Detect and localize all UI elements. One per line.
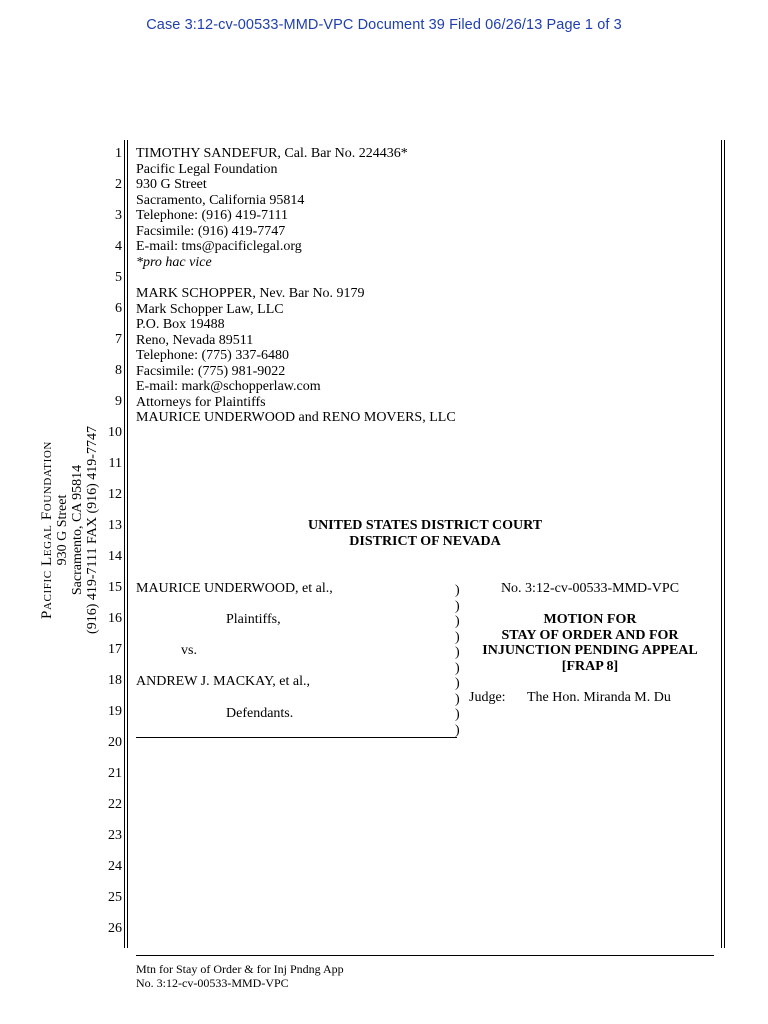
footer-rule: [136, 955, 714, 956]
line-number: 1: [115, 146, 122, 161]
line-number: 4: [115, 239, 122, 254]
line-number: 15: [108, 580, 122, 595]
counsel-address: P.O. Box 19488: [136, 317, 225, 332]
court-name: UNITED STATES DISTRICT COURT: [307, 518, 543, 533]
caption-rule: [136, 737, 457, 738]
clients: MAURICE UNDERWOOD and RENO MOVERS, LLC: [136, 410, 456, 425]
caption-plaintiff-role: Plaintiffs,: [226, 612, 281, 627]
court-district: DISTRICT OF NEVADA: [349, 533, 501, 549]
caption-defendant-role: Defendants.: [226, 706, 294, 721]
line-number: 3: [115, 208, 122, 223]
counsel-email: E-mail: tms@pacificlegal.org: [136, 239, 302, 254]
line-number: 20: [108, 735, 122, 750]
judge-label: Judge:: [469, 690, 506, 705]
left-margin-line: [124, 140, 125, 948]
line-number: 17: [108, 642, 122, 657]
pro-hac-vice-note: *pro hac vice: [136, 254, 212, 270]
line-number: 18: [108, 673, 122, 688]
line-number: 8: [115, 363, 122, 378]
line-number: 23: [108, 828, 122, 843]
counsel-firm: Pacific Legal Foundation: [136, 161, 278, 177]
line-number: 5: [115, 270, 122, 285]
case-header-stamp: Case 3:12-cv-00533-MMD-VPC Document 39 Filed 06/26/13 Page 1 of 3: [146, 17, 622, 33]
attorneys-for: Attorneys for Plaintiffs: [136, 394, 266, 410]
line-number: 12: [108, 487, 122, 502]
counsel-name: MARK SCHOPPER, Nev. Bar No. 9179: [136, 286, 365, 301]
line-number: 16: [108, 611, 122, 626]
case-number: No. 3:12-cv-00533-MMD-VPC: [500, 581, 680, 596]
footer-title: Mtn for Stay of Order & for Inj Pndng App: [136, 962, 344, 976]
line-number: 6: [115, 301, 122, 316]
motion-title-line: STAY OF ORDER AND FOR: [501, 627, 679, 643]
right-margin-line: [721, 140, 722, 948]
line-number: 13: [108, 518, 122, 533]
motion-title-line: MOTION FOR: [543, 612, 637, 627]
right-margin-line-inner: [724, 140, 725, 948]
line-number: 19: [108, 704, 122, 719]
line-number: 9: [115, 394, 122, 409]
caption-defendant: ANDREW J. MACKAY, et al.,: [136, 674, 310, 689]
counsel-city: Reno, Nevada 89511: [136, 332, 254, 348]
left-margin-line-inner: [127, 140, 128, 948]
line-number: 2: [115, 177, 122, 192]
judge-name: The Hon. Miranda M. Du: [527, 690, 671, 705]
counsel-name: TIMOTHY SANDEFUR, Cal. Bar No. 224436*: [136, 146, 408, 161]
motion-title-line: [FRAP 8]: [561, 658, 619, 674]
caption-plaintiff: MAURICE UNDERWOOD, et al.,: [136, 581, 333, 596]
sidebar-firm-name: Pacific Legal Foundation: [39, 441, 55, 619]
line-number: 21: [108, 766, 122, 781]
line-number: 11: [108, 456, 122, 471]
firm-sidebar: [40, 426, 100, 634]
line-number: 25: [108, 890, 122, 905]
counsel-email: E-mail: mark@schopperlaw.com: [136, 379, 321, 394]
counsel-telephone: Telephone: (916) 419-7111: [136, 208, 288, 223]
sidebar-phones: (916) 419-7111 FAX (916) 419-7747: [85, 426, 100, 634]
counsel-facsimile: Facsimile: (916) 419-7747: [136, 223, 286, 239]
line-number: 22: [108, 797, 122, 812]
sidebar-address: 930 G Street: [55, 494, 70, 566]
counsel-firm: Mark Schopper Law, LLC: [136, 301, 284, 317]
line-number: 24: [108, 859, 122, 874]
caption-versus: vs.: [181, 643, 197, 658]
footer-case-number: No. 3:12-cv-00533-MMD-VPC: [136, 976, 289, 990]
sidebar-city: Sacramento, CA 95814: [70, 464, 85, 596]
caption-parentheses: ) ) ) ) ) ) ) ) ) ): [455, 583, 460, 738]
line-number: 10: [108, 425, 122, 440]
counsel-city: Sacramento, California 95814: [136, 192, 305, 208]
line-number: 26: [108, 921, 122, 936]
counsel-telephone: Telephone: (775) 337-6480: [136, 348, 289, 363]
counsel-address: 930 G Street: [136, 177, 207, 192]
line-number: 7: [115, 332, 122, 347]
counsel-facsimile: Facsimile: (775) 981-9022: [136, 363, 286, 379]
line-number: 14: [108, 549, 122, 564]
motion-title-line: INJUNCTION PENDING APPEAL: [482, 643, 698, 658]
